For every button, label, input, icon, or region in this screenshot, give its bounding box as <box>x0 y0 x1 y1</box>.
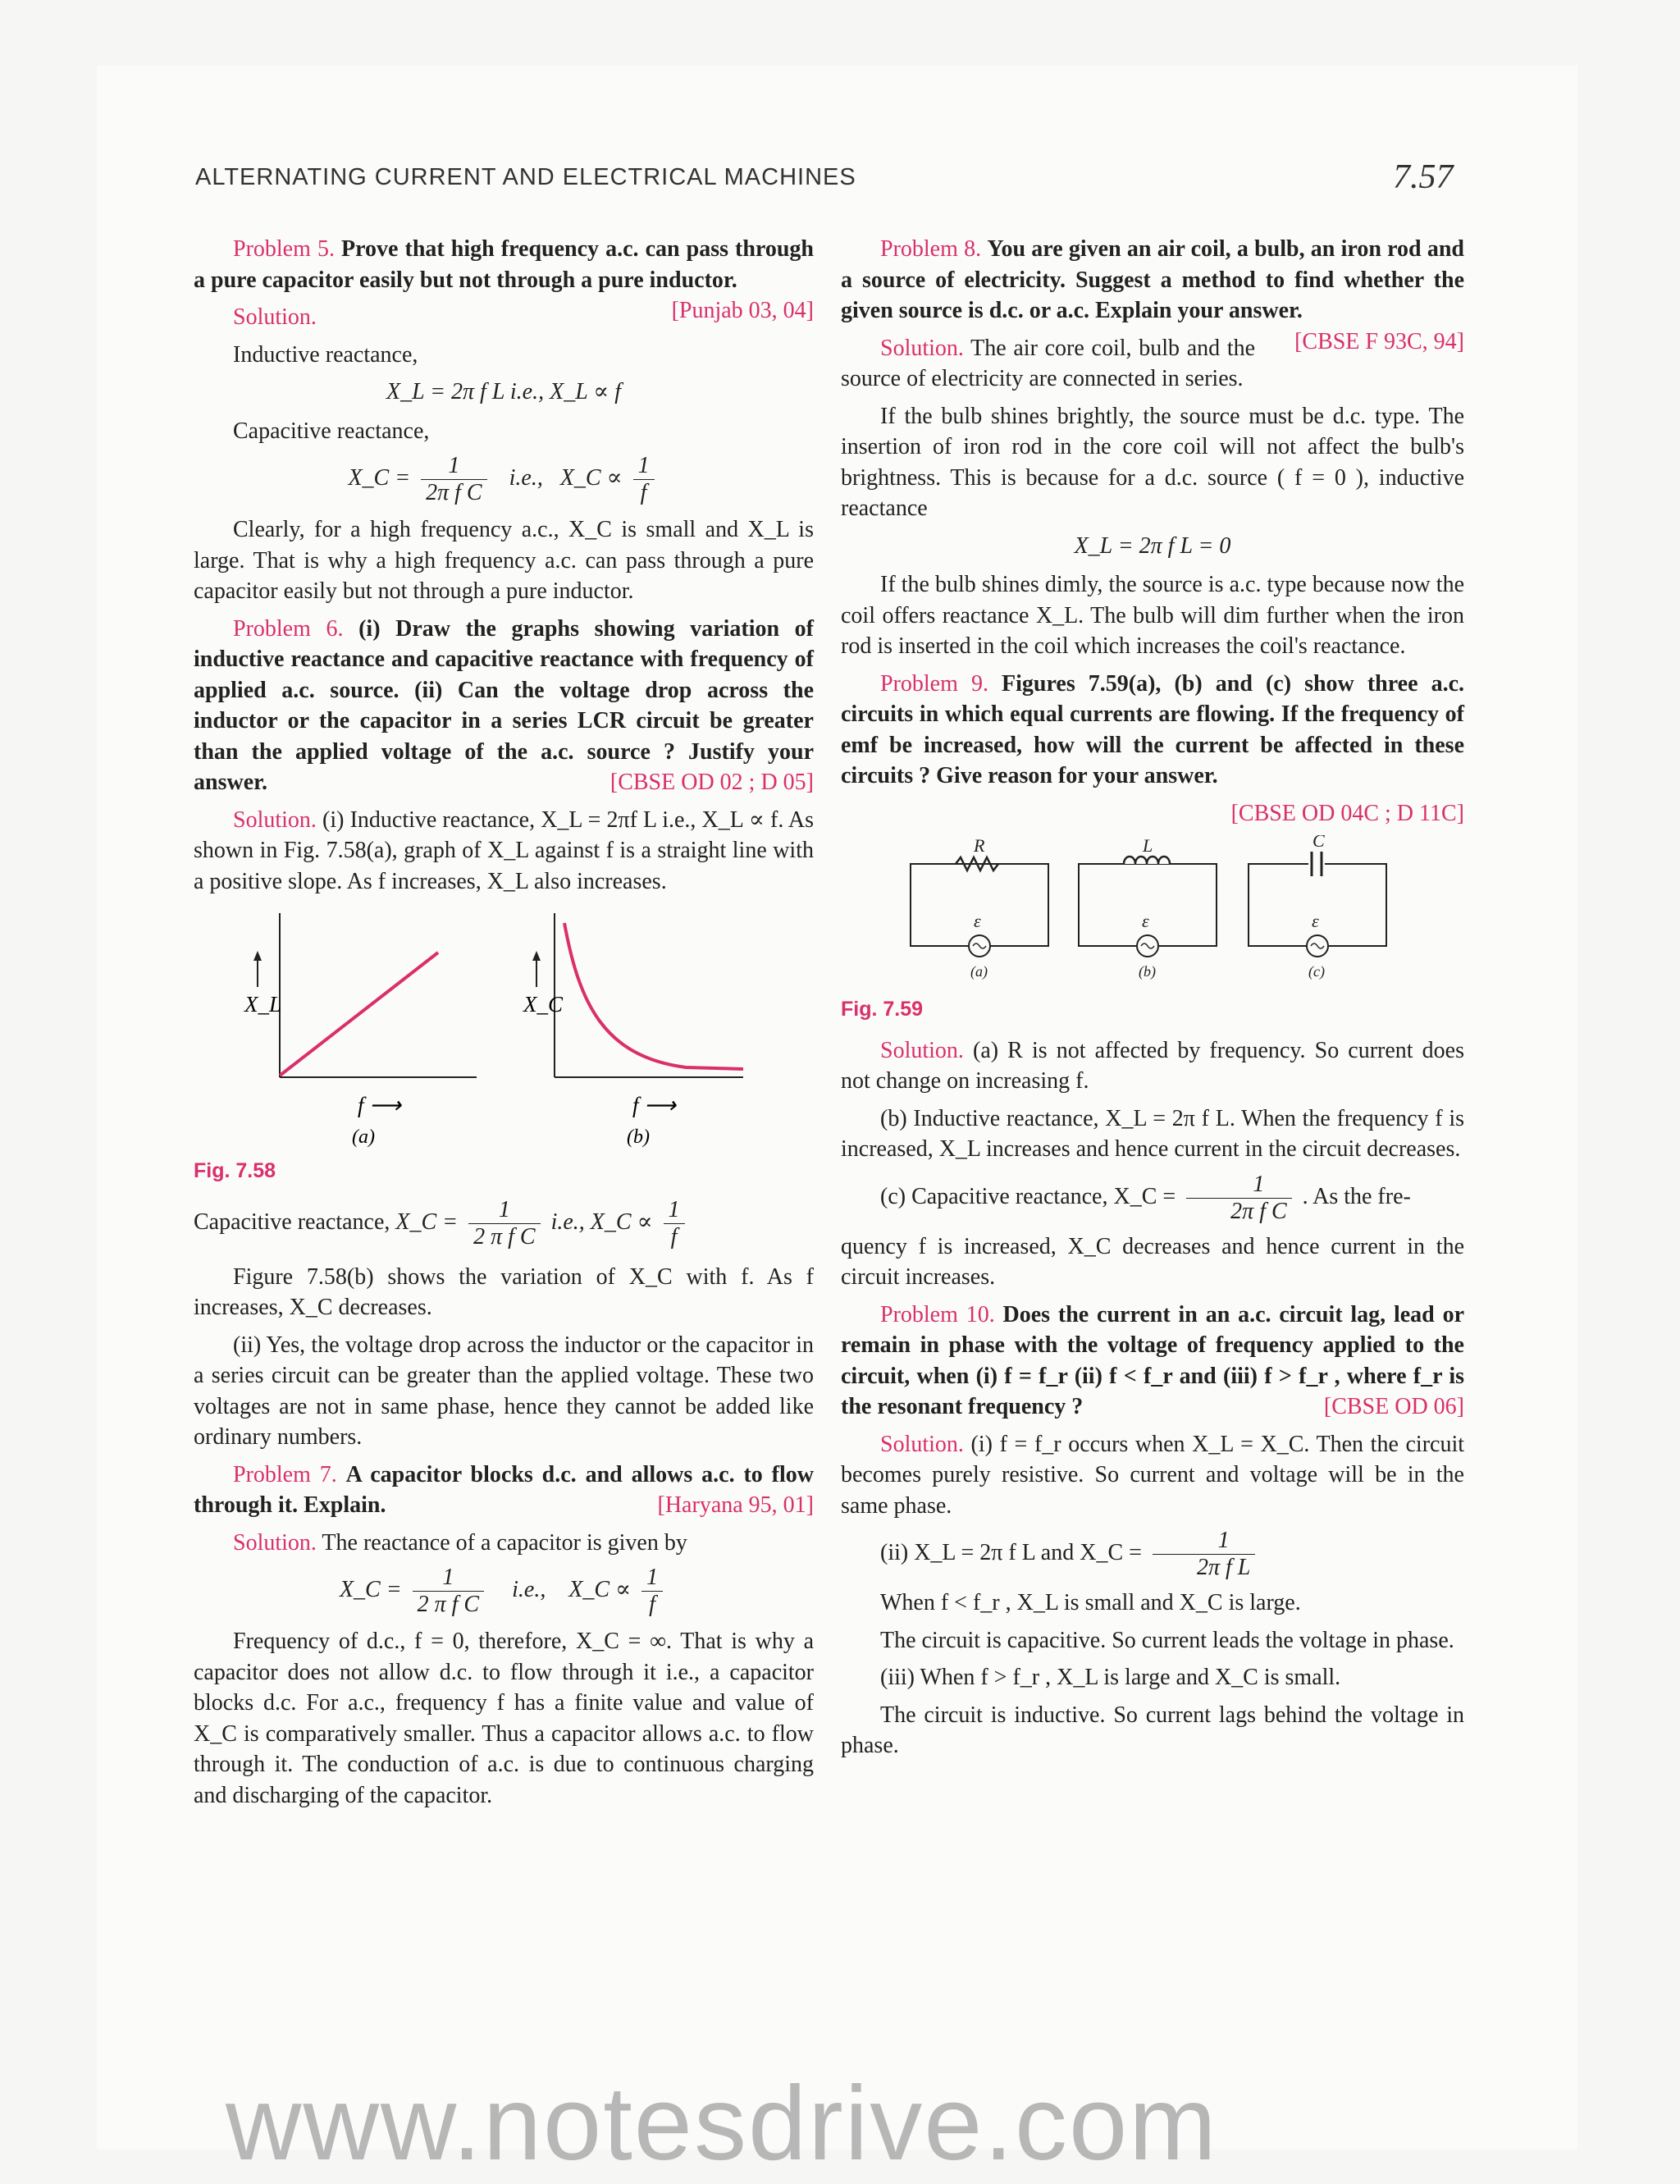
paragraph: (b) Inductive reactance, X_L = 2π f L. When the frequency f is increased, X_L increases and hence current in the circuit decreases. <box>841 1105 1464 1162</box>
solution-text: (a) R is not affected by frequency. So current does not change on increasing f. <box>841 1037 1464 1094</box>
problem-question: Figures 7.59(a), (b) and (c) show three a.c. circuits in which equal currents are flowing. If the frequency of emf be increased, how will the current be affected in these circuits ? Give reason for your answer. <box>841 670 1464 788</box>
running-header: ALTERNATING CURRENT AND ELECTRICAL MACHINES <box>195 164 856 190</box>
solution-text: The air core coil, bulb and the source of electricity are connected in series. <box>841 335 1256 391</box>
numerator: 1 <box>468 1197 540 1224</box>
circuit-diagrams <box>841 835 1464 983</box>
graph-a-ylabel: X_L <box>244 992 282 1017</box>
equation-line <box>841 1528 1464 1581</box>
paragraph: If the bulb shines brightly, the source must be d.c. type. The insertion of iron rod in the core coil will not affect the bulb's brightness. This is because for a d.c. source ( f = 0 ), inductive reactance <box>841 403 1464 521</box>
eq-left: X_C = <box>395 1209 459 1235</box>
circuit-caption: (a) <box>970 963 988 980</box>
paragraph: quency f is increased, X_C decreases and hence current in the circuit increases. <box>841 1233 1464 1290</box>
problem-label: Problem 8. <box>880 236 982 262</box>
exam-source: [Punjab 03, 04] <box>671 298 814 323</box>
fraction <box>413 1565 484 1618</box>
problem-9 <box>841 669 1464 792</box>
problem-10 <box>841 1300 1464 1423</box>
paragraph: The circuit is capacitive. So current leads the voltage in phase. <box>880 1627 1454 1653</box>
problem-label: Problem 7. <box>233 1461 337 1487</box>
graph-a-xlabel: f ⟶ <box>358 1093 401 1117</box>
equation-line <box>841 1172 1464 1225</box>
paragraph: When f < f_r , X_L is small and X_C is large. <box>880 1590 1301 1615</box>
problem-question: Prove that high frequency a.c. can pass through a pure capacitor easily but not through a pure inductor. <box>194 236 815 293</box>
problem-label: Problem 10. <box>880 1301 995 1327</box>
solution-text: (i) Inductive reactance, X_L = 2πf L i.e., X_L ∝ f. As shown in Fig. 7.58(a), graph of X_L against f is a straight line with a positive slope. As f increases, X_L also increases. <box>194 806 814 894</box>
exam-source: [CBSE OD 04C ; D 11C] <box>1230 800 1464 826</box>
circuit-label: R <box>974 835 985 856</box>
eq-ie: i.e., <box>512 1576 546 1602</box>
figure-7-59 <box>841 835 1464 983</box>
eq-ie: i.e., <box>509 464 543 491</box>
exam-source: [CBSE F 93C, 94] <box>1294 328 1464 354</box>
solution <box>194 805 814 898</box>
eq-ie: i.e., X_C ∝ <box>550 1209 653 1235</box>
fraction <box>468 1197 540 1250</box>
text-line: Inductive reactance, <box>233 341 418 368</box>
equation-xl-zero: X_L = 2π f L = 0 <box>1074 532 1231 559</box>
numerator: 1 <box>633 453 655 480</box>
solution-label: Solution. <box>233 1529 317 1556</box>
graph-a-caption: (a) <box>352 1126 375 1148</box>
solution <box>841 1429 1464 1522</box>
reactance-graphs <box>194 905 814 1151</box>
denominator: f <box>640 480 647 505</box>
eq-prop: X_C ∝ <box>568 1576 632 1602</box>
paragraph: If the bulb shines dimly, the source is a.c. type because now the coil offers reactance X_L. The bulb will dim further when the iron rod is inserted in the coil which increases the coil's reactance. <box>841 572 1464 659</box>
emf-label: ε <box>974 911 981 931</box>
text-line: (ii) X_L = 2π f L and X_C = <box>880 1539 1142 1565</box>
figure-7-58 <box>194 905 814 1151</box>
problem-question: Does the current in an a.c. circuit lag, lead or remain in phase with the voltage of frequency applied to the circuit, when (i) f = f_r (ii) f < f_r and (iii) f > f_r , where f_r is the resonant frequency ? <box>841 1301 1464 1419</box>
numerator: 1 <box>413 1565 484 1592</box>
problem-question: A capacitor blocks d.c. and allows a.c. to flow through it. Explain. <box>194 1461 814 1518</box>
text-line: (c) Capacitive reactance, X_C = <box>880 1183 1176 1209</box>
numerator: 1 <box>641 1565 663 1592</box>
problem-7 <box>194 1460 814 1521</box>
xc-curve <box>564 923 743 1069</box>
exam-source: [CBSE OD 02 ; D 05] <box>609 770 814 795</box>
eq-left: X_C = <box>348 464 411 491</box>
fraction <box>1186 1172 1291 1225</box>
problem-6 <box>194 614 814 798</box>
fraction <box>421 453 486 506</box>
problem-label: Problem 6. <box>233 615 344 642</box>
emf-label: ε <box>1142 911 1149 931</box>
text-line: . As the fre- <box>1302 1183 1411 1209</box>
numerator: 1 <box>421 453 486 480</box>
paragraph: Frequency of d.c., f = 0, therefore, X_C = ∞. That is why a capacitor does not allow d.c. to flow through it i.e., a capacitor blocks d.c. For a.c., frequency f has a finite value and value of X_C is comparatively smaller. Thus a capacitor allows a.c. to flow through it. The conduction of a.c. is due to continuous charging and discharging of the capacitor. <box>194 1629 814 1808</box>
solution-label: Solution. <box>880 1431 964 1457</box>
left-column <box>194 234 814 1817</box>
circuit-label: L <box>1143 835 1153 856</box>
problem-question: (i) Draw the graphs showing variation of inductive reactance and capacitive reactance with frequency of applied a.c. source. (ii) Can the voltage drop across the inductor or the capacitor in a series LCR circuit be greater than the applied voltage of the a.c. source ? Justify your answer. <box>194 615 815 795</box>
equation-xc <box>194 453 814 506</box>
fraction <box>1153 1528 1255 1581</box>
denominator: 2π f C <box>1230 1198 1287 1224</box>
inductor-icon <box>1124 857 1170 864</box>
page-number: 7.57 <box>1393 158 1454 196</box>
numerator: 1 <box>1153 1528 1255 1555</box>
equation-xl: X_L = 2π f L i.e., X_L ∝ f <box>386 379 622 404</box>
circuit-caption: (c) <box>1308 963 1325 980</box>
denominator: 2π f L <box>1196 1555 1251 1580</box>
text-line: Capacitive reactance, <box>233 418 430 444</box>
solution-label: Solution. <box>880 1037 964 1063</box>
solution-text: (i) f = f_r occurs when X_L = X_C. Then the circuit becomes purely resistive. So current and voltage will be in the same phase. <box>841 1431 1465 1519</box>
problem-label: Problem 9. <box>880 670 988 697</box>
exam-source: [CBSE OD 06] <box>1323 1394 1464 1419</box>
solution-label: Solution. <box>233 304 317 330</box>
solution <box>841 1035 1464 1097</box>
exam-source: [Haryana 95, 01] <box>657 1492 814 1518</box>
denominator: 2 π f C <box>417 1592 480 1617</box>
eq-left: X_C = <box>339 1576 402 1602</box>
circuit-caption: (b) <box>1139 963 1156 980</box>
denominator: f <box>670 1223 678 1250</box>
paragraph: Clearly, for a high frequency a.c., X_C is small and X_L is large. That is why a high frequency a.c. can pass through a pure capacitor easily but not through a pure inductor. <box>194 517 814 604</box>
problem-question: You are given an air coil, a bulb, an iron rod and a source of electricity. Suggest a method to find whether the given source is d.c. or a.c. Explain your answer. <box>841 236 1464 323</box>
equation-capacitor <box>194 1565 814 1618</box>
graph-b-caption: (b) <box>627 1126 650 1148</box>
figure-caption: Fig. 7.58 <box>194 1159 276 1182</box>
denominator: f <box>649 1592 655 1617</box>
paragraph: The circuit is inductive. So current lags behind the voltage in phase. <box>841 1702 1464 1758</box>
solution-label: Solution. <box>233 806 317 833</box>
equation-cap <box>194 1197 814 1250</box>
eq-prop: X_C ∝ <box>559 464 623 491</box>
problem-label: Problem 5. <box>233 236 335 262</box>
paragraph: Figure 7.58(b) shows the variation of X_C with f. As f increases, X_C decreases. <box>194 1263 814 1320</box>
right-column <box>841 234 1464 1768</box>
solution-text: The reactance of a capacitor is given by <box>322 1529 687 1556</box>
solution <box>194 1528 814 1559</box>
denominator: 2π f C <box>426 480 482 505</box>
fraction <box>633 453 655 506</box>
xl-line <box>280 953 438 1076</box>
denominator: 2 π f C <box>473 1223 536 1250</box>
fraction <box>664 1197 685 1250</box>
numerator: 1 <box>1186 1172 1291 1199</box>
text-line: Capacitive reactance, <box>194 1209 390 1235</box>
solution-label: Solution. <box>880 335 964 361</box>
paragraph: (ii) Yes, the voltage drop across the inductor or the capacitor in a series circuit can be greater than the applied voltage. These two voltages are not in same phase, hence they cannot be added like ordinary numbers. <box>194 1332 814 1450</box>
fraction <box>641 1565 663 1618</box>
watermark: www.notesdrive.com <box>226 2065 1218 2182</box>
emf-label: ε <box>1312 911 1319 931</box>
graph-b-xlabel: f ⟶ <box>632 1093 676 1117</box>
figure-caption: Fig. 7.59 <box>841 998 924 1021</box>
numerator: 1 <box>664 1197 685 1224</box>
paragraph: (iii) When f > f_r , X_L is large and X_C is small. <box>880 1665 1341 1690</box>
circuit-label: C <box>1312 835 1325 851</box>
graph-b-ylabel: X_C <box>523 992 564 1017</box>
